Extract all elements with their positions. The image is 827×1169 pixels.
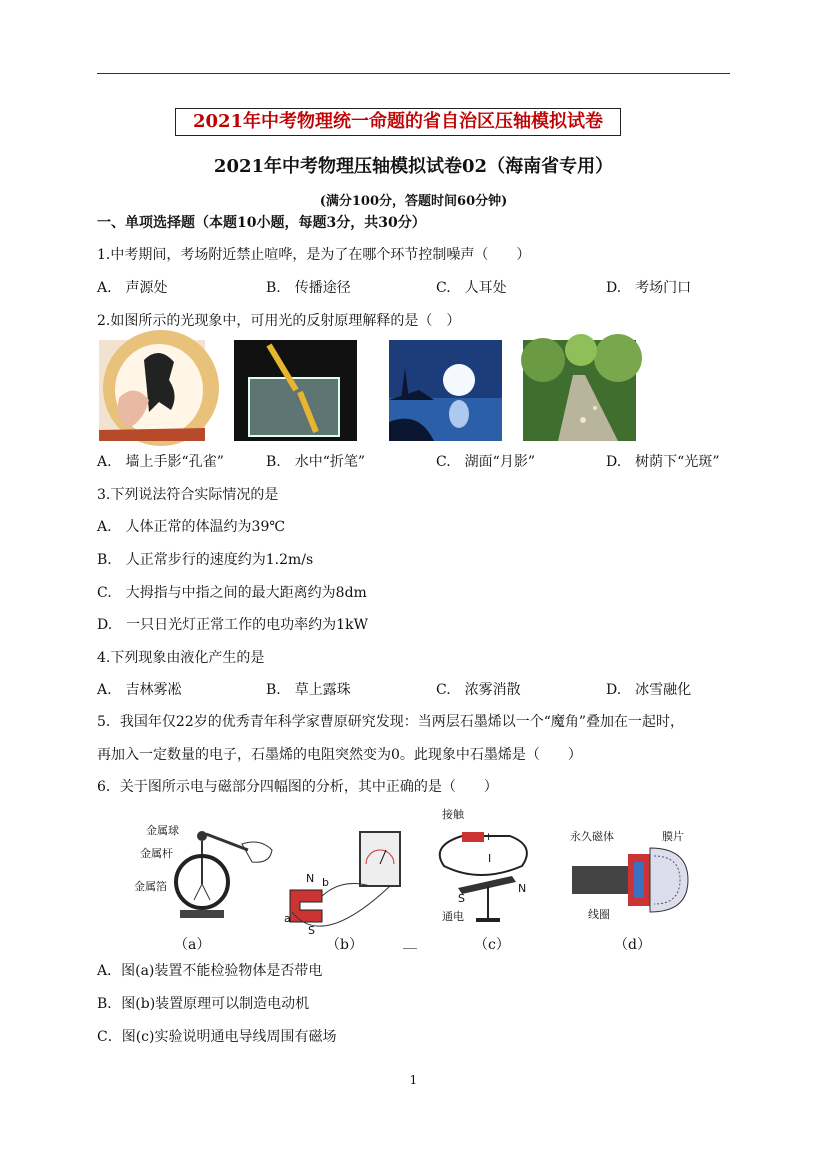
header-rule — [97, 73, 730, 74]
label-coil: 线圈 — [588, 908, 610, 921]
tree-shade-light-spots-photo — [523, 340, 636, 441]
question-4-option-b: B. 草上露珠 — [266, 682, 351, 698]
question-4-option-a: A. 吉林雾凇 — [97, 682, 182, 698]
exam-series-banner: 2021年中考物理统一命题的省自治区压轴模拟试卷 — [175, 108, 621, 136]
figure-caption-b: （b） — [326, 937, 363, 953]
question-2-option-a: A. 墙上手影“孔雀” — [97, 454, 224, 470]
label-metal-foil: 金属箔 — [134, 880, 167, 893]
lake-moon-reflection-photo — [389, 340, 502, 441]
question-1-option-c: C. 人耳处 — [436, 280, 507, 296]
question-3-option-d: D. 一只日光灯正常工作的电功率约为1kW — [97, 617, 368, 633]
question-6-option-b: B．图(b)装置原理可以制造电动机 — [97, 996, 310, 1012]
figure-a-electroscope — [130, 820, 280, 925]
label-diaphragm: 膜片 — [662, 830, 684, 843]
question-3-stem: 3.下列说法符合实际情况的是 — [97, 487, 279, 503]
exam-info: (满分100分，答题时间60分钟) — [319, 194, 508, 209]
figure-b-induction-setup — [282, 830, 407, 937]
label-contact: 接触 — [442, 808, 464, 821]
figure-caption-d: （d） — [614, 937, 651, 953]
label-metal-rod: 金属杆 — [140, 847, 173, 860]
question-2-stem: 2.如图所示的光现象中，可用光的反射原理解释的是（ ） — [97, 313, 461, 329]
page-title: 2021年中考物理压轴模拟试卷02（海南省专用） — [213, 156, 614, 177]
label-s-pole-c: S — [458, 892, 465, 905]
question-2-option-b: B. 水中“折笔” — [266, 454, 366, 470]
label-n-pole-c: N — [518, 882, 527, 895]
figure-underscore-mark: ＿ — [403, 935, 417, 951]
figure-d-microphone — [570, 826, 695, 921]
question-3-option-c: C. 大拇指与中指之间的最大距离约为8dm — [97, 585, 367, 601]
label-energized: 通电 — [442, 910, 464, 923]
section-heading: 一、单项选择题（本题10小题，每题3分，共30分） — [97, 215, 426, 231]
question-4-stem: 4.下列现象由液化产生的是 — [97, 650, 265, 666]
label-point-b: b — [322, 876, 329, 889]
question-2-option-c: C. 湖面“月影” — [436, 454, 535, 470]
question-1-stem: 1.中考期间，考场附近禁止喧哗，是为了在哪个环节控制噪声（ ） — [97, 247, 531, 263]
question-1-option-a: A. 声源处 — [97, 280, 168, 296]
label-n-pole-b: N — [306, 872, 315, 885]
question-2-option-d: D. 树荫下“光斑” — [606, 454, 720, 470]
question-1-option-d: D. 考场门口 — [606, 280, 692, 296]
figure-caption-c: （c） — [474, 937, 510, 953]
label-point-a: a — [284, 912, 291, 925]
question-3-option-a: A. 人体正常的体温约为39℃ — [97, 519, 286, 535]
question-6-option-a: A．图(a)装置不能检验物体是否带电 — [97, 963, 323, 979]
figure-caption-a: （a） — [174, 937, 211, 953]
question-3-option-b: B. 人正常步行的速度约为1.2m/s — [97, 552, 314, 568]
question-5-stem-line-2: 再加入一定数量的电子，石墨烯的电阻突然变为0。此现象中石墨烯是（ ） — [97, 747, 582, 763]
question-5-stem-line-1: 5．我国年仅22岁的优秀青年科学家曹原研究发现：当两层石墨烯以一个“魔角”叠加在一起时， — [97, 714, 685, 730]
label-current-i: I — [488, 852, 492, 865]
pencil-in-water-photo — [234, 340, 357, 441]
page-number: 1 — [409, 1073, 418, 1087]
label-plus: + — [484, 830, 494, 843]
label-s-pole-b: S — [308, 924, 315, 937]
question-1-option-b: B. 传播途径 — [266, 280, 351, 296]
question-4-option-d: D. 冰雪融化 — [606, 682, 692, 698]
question-6-option-c: C．图(c)实验说明通电导线周围有磁场 — [97, 1029, 337, 1045]
label-metal-ball: 金属球 — [146, 824, 179, 837]
question-6-stem: 6．关于图所示电与磁部分四幅图的分析，其中正确的是（ ） — [97, 779, 498, 795]
hand-shadow-photo — [99, 340, 205, 441]
figure-c-oersted-experiment — [430, 806, 540, 926]
label-permanent-magnet: 永久磁体 — [570, 830, 614, 843]
question-4-option-c: C. 浓雾消散 — [436, 682, 521, 698]
